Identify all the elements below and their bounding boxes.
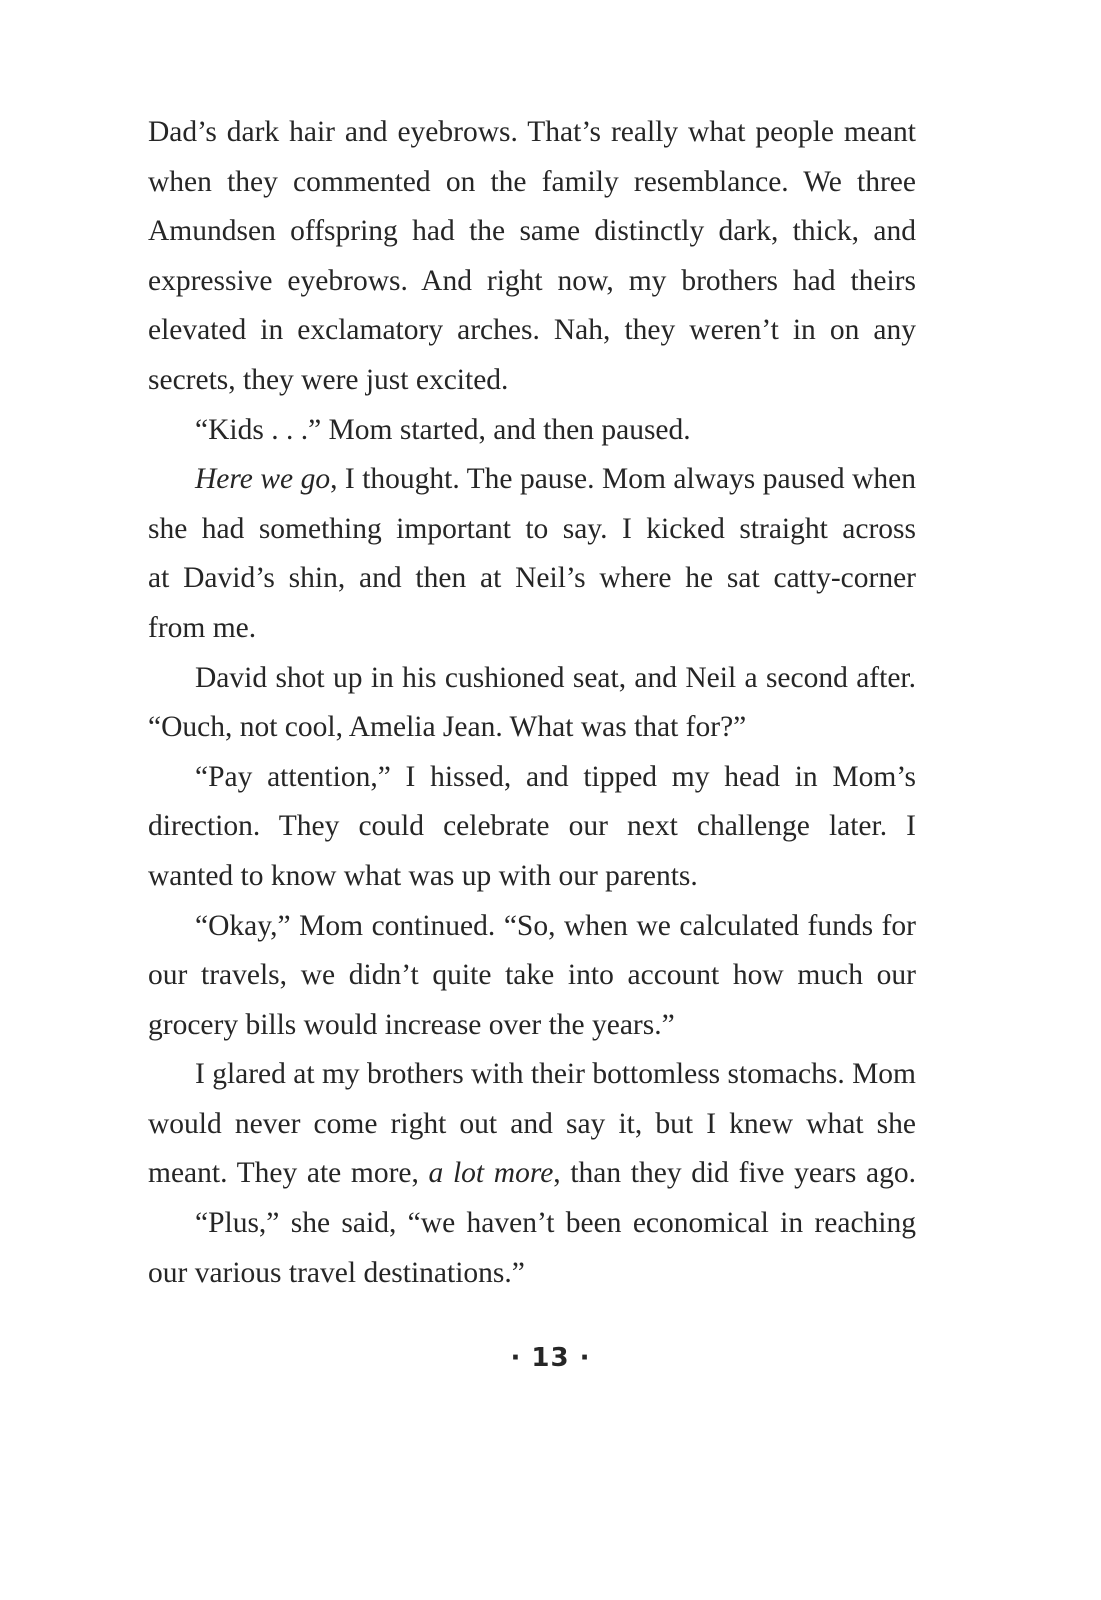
text-segment: meant. They ate more, <box>148 1157 429 1190</box>
text-line <box>148 1199 916 1249</box>
text-segment: “Pay attention,” I hissed, and tipped my head in Mom’s <box>195 760 916 793</box>
italic-segment: a lot more <box>428 1157 554 1190</box>
text-line <box>148 654 916 704</box>
text-segment: “Okay,” Mom continued. “So, when we calculated funds for <box>195 909 916 942</box>
text-segment: “Kids . . .” Mom started, and then paused. <box>195 413 691 446</box>
text-line <box>148 505 916 555</box>
text-segment: at David’s shin, and then at Neil’s where he sat catty-corner <box>148 562 916 595</box>
text-line <box>148 951 916 1001</box>
text-line <box>148 753 916 803</box>
text-line <box>148 306 916 356</box>
text-line <box>148 1001 916 1051</box>
text-line <box>148 406 916 456</box>
text-segment: “Plus,” she said, “we haven’t been economical in reaching <box>195 1207 916 1240</box>
text-line <box>148 802 916 852</box>
text-segment: grocery bills would increase over the years.” <box>148 1008 675 1041</box>
text-segment: David shot up in his cushioned seat, and Neil a second after. <box>195 661 916 694</box>
text-segment: our various travel destinations.” <box>148 1256 525 1289</box>
text-segment: “Ouch, not cool, Amelia Jean. What was that for?” <box>148 711 747 744</box>
text-line <box>148 257 916 307</box>
text-line <box>148 703 916 753</box>
text-segment: Dad’s dark hair and eyebrows. That’s really what people meant <box>148 116 916 148</box>
text-segment: direction. They could celebrate our next challenge later. I <box>148 810 916 843</box>
text-line <box>148 108 916 158</box>
italic-segment: Here we go <box>195 463 331 496</box>
text-segment: expressive eyebrows. And right now, my brothers had theirs <box>148 264 916 297</box>
text-line <box>148 207 916 257</box>
text-segment: from me. <box>148 611 257 644</box>
text-line <box>148 852 916 902</box>
text-segment: , I thought. The pause. Mom always paused when <box>330 463 916 496</box>
text-segment: our travels, we didn’t quite take into account how much our <box>148 959 916 992</box>
text-segment: wanted to know what was up with our parents. <box>148 859 698 892</box>
text-line <box>148 1050 916 1100</box>
text-line <box>148 1149 916 1199</box>
text-line <box>148 1100 916 1150</box>
text-segment: secrets, they were just excited. <box>148 363 509 396</box>
text-segment: Amundsen offspring had the same distinctly dark, thick, and <box>148 215 916 248</box>
text-line <box>148 158 916 208</box>
text-segment: , than they did five years ago. <box>553 1157 916 1190</box>
page-number: · 13 · <box>510 1343 591 1373</box>
text-line <box>148 902 916 952</box>
text-line <box>148 604 916 654</box>
text-line <box>148 1249 916 1299</box>
text-segment: when they commented on the family resemblance. We three <box>148 165 916 198</box>
text-line <box>148 554 916 604</box>
body-text <box>148 108 916 1298</box>
text-segment: elevated in exclamatory arches. Nah, they weren’t in on any <box>148 314 916 347</box>
text-line <box>148 356 916 406</box>
text-line <box>148 455 916 505</box>
text-segment: she had something important to say. I kicked straight across <box>148 512 916 545</box>
text-segment: would never come right out and say it, but I knew what she <box>148 1107 916 1140</box>
text-segment: I glared at my brothers with their bottomless stomachs. Mom <box>195 1058 916 1091</box>
